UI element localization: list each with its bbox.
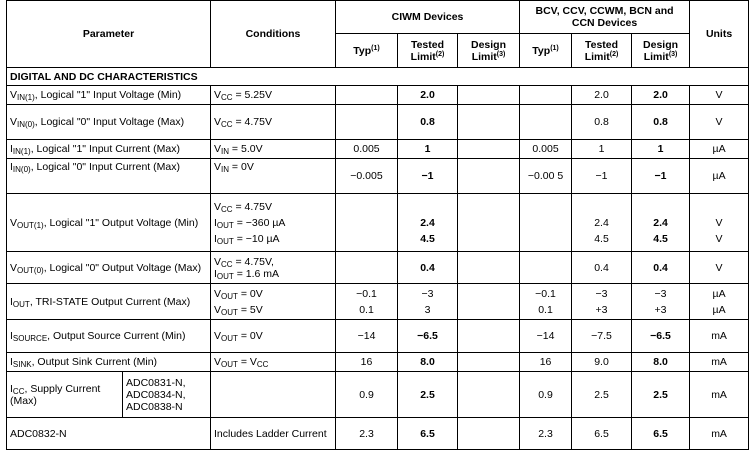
ciwm-typ-header: Typ$^{(1)}$	[336, 34, 398, 68]
ciwm-tested: 2.4 4.5	[398, 194, 458, 252]
table-row	[7, 194, 749, 252]
bcv-design: 2.0	[632, 86, 690, 105]
param-isink: $I_{SINK}$, Output Sink Current (Min)	[7, 353, 211, 372]
bcv-design: 8.0	[632, 353, 690, 372]
param-iin1: $I_{IN(1)}$, Logical "1" Input Current (Max)	[7, 140, 211, 159]
bcv-design: 6.5	[632, 418, 690, 450]
units: V	[690, 86, 749, 105]
table-row	[7, 372, 749, 418]
table-row	[7, 418, 749, 450]
table-row	[7, 353, 749, 372]
ciwm-typ: −0.005	[336, 159, 398, 194]
cond-adc0832: Includes Ladder Current	[211, 418, 336, 450]
ciwm-tested: −3 3	[398, 284, 458, 320]
bcv-design: 0.4	[632, 252, 690, 284]
bcv-tested: 9.0	[572, 353, 632, 372]
ciwm-header: CIWM Devices	[336, 1, 520, 34]
bcv-typ: 2.3	[520, 418, 572, 450]
table-row	[7, 140, 749, 159]
bcv-design: 0.8	[632, 105, 690, 140]
bcv-tested: 0.4	[572, 252, 632, 284]
cond-isource: $V_{OUT} = 0V$	[211, 320, 336, 353]
ciwm-tested: 0.4	[398, 252, 458, 284]
electrical-characteristics-table	[6, 0, 749, 450]
units: mA	[690, 320, 749, 353]
cond-vin0: $V_{CC} = 4.75V$	[211, 105, 336, 140]
bcv-design-header: Design Limit$^{(3)}$	[632, 34, 690, 68]
param-vin1: $V_{IN(1)}$, Logical "1" Input Voltage (Min)	[7, 86, 211, 105]
param-iout: $I_{OUT}$, TRI-STATE Output Current (Max)	[7, 284, 211, 320]
ciwm-typ: 0.005	[336, 140, 398, 159]
units: mA	[690, 418, 749, 450]
section-row	[7, 68, 749, 86]
bcv-typ: −0.00 5	[520, 159, 572, 194]
bcv-typ-header: Typ$^{(1)}$	[520, 34, 572, 68]
bcv-tested: −3 +3	[572, 284, 632, 320]
cond-isink: $V_{OUT} = V_{CC}$	[211, 353, 336, 372]
ciwm-tested: 1	[398, 140, 458, 159]
ciwm-typ: 0.9	[336, 372, 398, 418]
units: µA µA	[690, 284, 749, 320]
section-title: DIGITAL AND DC CHARACTERISTICS	[7, 68, 749, 86]
param-vout1: $V_{OUT(1)}$, Logical "1" Output Voltage (Min)	[7, 194, 211, 252]
units: µA	[690, 140, 749, 159]
cond-iin1: $V_{IN} = 5.0V$	[211, 140, 336, 159]
bcv-tested: 1	[572, 140, 632, 159]
bcv-tested: −1	[572, 159, 632, 194]
ciwm-tested: −6.5	[398, 320, 458, 353]
conditions-header: Conditions	[211, 1, 336, 68]
table-row	[7, 86, 749, 105]
param-vin0: $V_{IN(0)}$, Logical "0" Input Voltage (Max)	[7, 105, 211, 140]
bcv-tested: 0.8	[572, 105, 632, 140]
table-row	[7, 159, 749, 194]
bcv-design: −3 +3	[632, 284, 690, 320]
bcv-design: 1	[632, 140, 690, 159]
units: V V	[690, 194, 749, 252]
ciwm-tested: 6.5	[398, 418, 458, 450]
parameter-header: Parameter	[7, 1, 211, 68]
table-row	[7, 105, 749, 140]
ciwm-typ: −0.1 0.1	[336, 284, 398, 320]
param-vout0: $V_{OUT(0)}$, Logical "0" Output Voltage (Max)	[7, 252, 211, 284]
ciwm-tested: 8.0	[398, 353, 458, 372]
bcv-tested: −7.5	[572, 320, 632, 353]
units: mA	[690, 372, 749, 418]
ciwm-typ: −14	[336, 320, 398, 353]
units: V	[690, 252, 749, 284]
header-row-1	[7, 1, 749, 34]
ciwm-tested-header: Tested Limit$^{(2)}$	[398, 34, 458, 68]
ciwm-tested: 0.8	[398, 105, 458, 140]
ciwm-typ: 2.3	[336, 418, 398, 450]
table-row	[7, 320, 749, 353]
ciwm-tested: 2.0	[398, 86, 458, 105]
bcv-tested: 2.0	[572, 86, 632, 105]
param-iin0: $I_{IN(0)}$, Logical "0" Input Current (Max)	[7, 159, 211, 194]
bcv-design: −6.5	[632, 320, 690, 353]
table-row	[7, 284, 749, 320]
bcv-tested: 6.5	[572, 418, 632, 450]
bcv-design: −1	[632, 159, 690, 194]
ciwm-tested: −1	[398, 159, 458, 194]
cond-vin1: $V_{CC} = 5.25V$	[211, 86, 336, 105]
bcv-tested: 2.5	[572, 372, 632, 418]
bcv-design: 2.5	[632, 372, 690, 418]
bcv-design: 2.4 4.5	[632, 194, 690, 252]
cond-vout1: $V_{CC} = 4.75V$ $I_{OUT} = -360$ µA $I_{OUT} = -10$ µA	[211, 194, 336, 252]
ciwm-design-header: Design Limit$^{(3)}$	[458, 34, 520, 68]
units: V	[690, 105, 749, 140]
ciwm-tested: 2.5	[398, 372, 458, 418]
cond-vout0: $V_{CC} = 4.75V$, $I_{OUT} = 1.6$ mA	[211, 252, 336, 284]
cond-iin0: $V_{IN} = 0V$	[211, 159, 336, 194]
bcv-header: BCV, CCV, CCWM, BCN and CCN Devices	[520, 1, 690, 34]
icc-part-list: ADC0831-N, ADC0834-N, ADC0838-N	[123, 372, 211, 418]
units: µA	[690, 159, 749, 194]
bcv-tested: 2.4 4.5	[572, 194, 632, 252]
units: mA	[690, 353, 749, 372]
param-isource: $I_{SOURCE}$, Output Source Current (Min)	[7, 320, 211, 353]
cond-iout: $V_{OUT} = 0V$ $V_{OUT} = 5V$	[211, 284, 336, 320]
bcv-typ: 0.005	[520, 140, 572, 159]
units-header: Units	[690, 1, 749, 68]
bcv-typ: 0.9	[520, 372, 572, 418]
param-icc: $I_{CC}$, Supply Current (Max)	[7, 372, 123, 418]
param-adc0832: ADC0832-N	[7, 418, 211, 450]
table-row	[7, 252, 749, 284]
bcv-typ: 16	[520, 353, 572, 372]
bcv-typ: −14	[520, 320, 572, 353]
ciwm-typ: 16	[336, 353, 398, 372]
bcv-typ: −0.1 0.1	[520, 284, 572, 320]
bcv-tested-header: Tested Limit$^{(2)}$	[572, 34, 632, 68]
